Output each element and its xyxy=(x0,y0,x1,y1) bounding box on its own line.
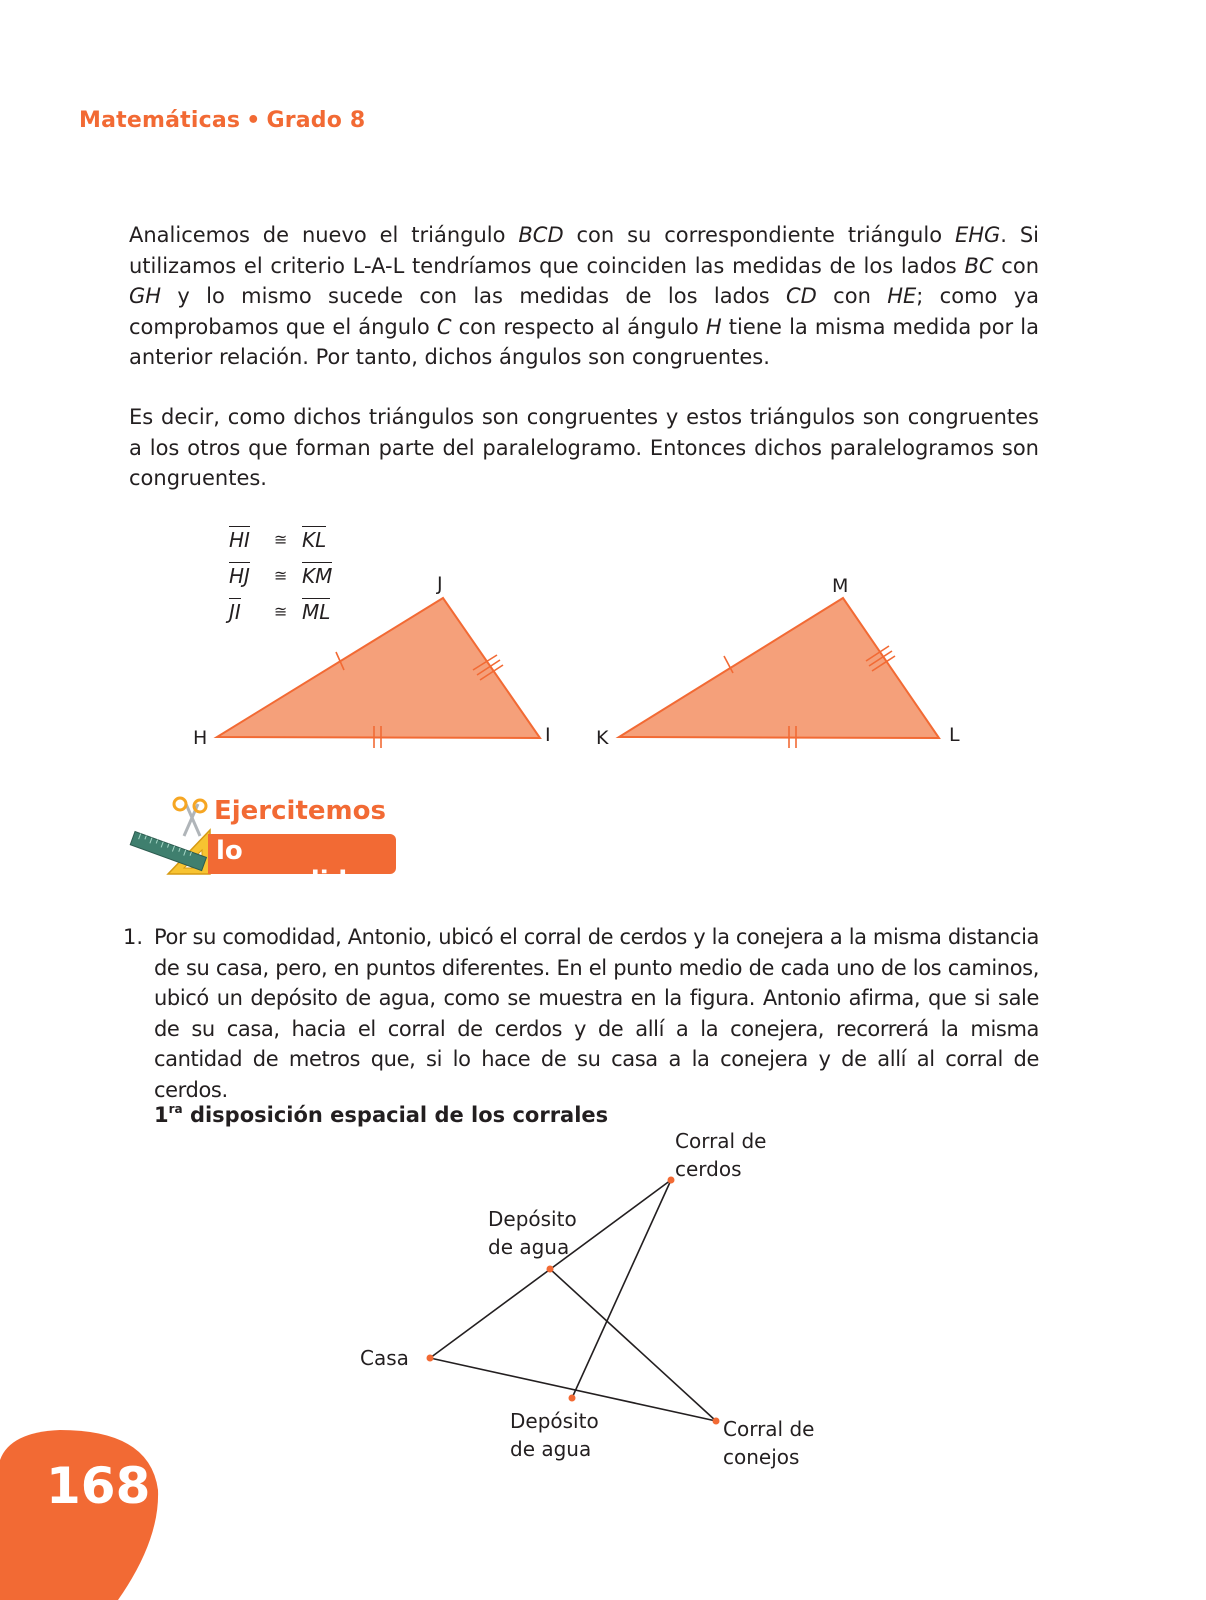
header-subject: Matemáticas xyxy=(79,108,241,133)
section-subtitle: lo aprendido xyxy=(208,834,396,874)
point-corral-conejos xyxy=(713,1418,720,1425)
label-deposito-top-2: de agua xyxy=(488,1235,570,1259)
congruent-symbol: ≅ xyxy=(274,566,288,585)
p1-text: ; como ya comprobamos que el ángulo xyxy=(129,284,1040,339)
triangle-klm xyxy=(596,575,960,749)
p1-text: con su correspondiente triángulo xyxy=(563,223,955,247)
segment-left: HI xyxy=(229,528,250,552)
point-corral-cerdos xyxy=(668,1177,675,1184)
segment-left: HJ xyxy=(229,564,250,588)
p1-text: Analicemos de nuevo el triángulo xyxy=(129,223,519,247)
p1-italic: EHG xyxy=(954,223,1001,247)
header-grade: Grado 8 xyxy=(266,108,366,133)
label-deposito-bottom-1: Depósito xyxy=(510,1409,599,1433)
vertex-label: J xyxy=(437,573,443,595)
label-corral-conejos-2: conejos xyxy=(723,1445,800,1469)
p1-italic: C xyxy=(436,314,452,339)
p1-italic: GH xyxy=(129,284,162,308)
p1-italic: HE xyxy=(887,284,917,308)
vertex-label: M xyxy=(832,575,849,597)
congruent-triangles-figure xyxy=(0,560,1206,770)
exercise-1 xyxy=(123,922,1039,1105)
ordinal-number: 1 xyxy=(154,1103,169,1127)
ordinal-suffix: ra xyxy=(168,1102,183,1116)
point-deposito-bottom xyxy=(569,1395,576,1402)
label-corral-cerdos-1: Corral de xyxy=(675,1129,767,1153)
point-deposito-top xyxy=(547,1266,554,1273)
exercise-number: 1. xyxy=(123,925,144,949)
p1-italic: BC xyxy=(964,253,994,278)
congruent-symbol: ≅ xyxy=(274,602,288,621)
point-casa xyxy=(427,1355,434,1362)
p1-text: y lo mismo sucede con las medidas de los lados xyxy=(161,284,787,308)
triangle-hij-shape xyxy=(217,598,540,738)
label-corral-conejos-1: Corral de xyxy=(723,1417,815,1441)
p1-text: con xyxy=(816,284,888,308)
section-title: Ejercitemos xyxy=(214,796,386,826)
paragraph-1 xyxy=(129,220,1039,373)
heading-text: disposición espacial de los corrales xyxy=(182,1103,609,1127)
segment-left: JI xyxy=(229,600,241,624)
label-casa: Casa xyxy=(360,1346,409,1370)
p1-italic: H xyxy=(705,314,722,339)
segment-right: KM xyxy=(302,564,333,588)
vertex-label: I xyxy=(545,724,551,746)
p1-italic: BCD xyxy=(518,223,564,247)
p1-text: tiene la misma medida por la anterior relación. Por tanto, dichos ángulos son congruentes. xyxy=(129,314,1039,369)
p1-text: . Si utilizamos el criterio L-A-L tendríamos que coinciden las medidas de los lados xyxy=(129,223,1040,278)
vertex-label: H xyxy=(193,727,208,749)
p1-text: con respecto al ángulo xyxy=(451,314,706,339)
label-corral-cerdos-2: cerdos xyxy=(675,1157,742,1181)
page-number: 168 xyxy=(46,1457,151,1515)
page-header xyxy=(79,108,365,133)
triangle-klm-shape xyxy=(619,598,939,738)
p1-text: con xyxy=(993,253,1039,278)
vertex-label: K xyxy=(596,727,609,749)
congruent-symbol: ≅ xyxy=(274,530,288,549)
triangle-hij xyxy=(193,573,551,749)
exercise-text: Por su comodidad, Antonio, ubicó el corral de cerdos y la conejera a la misma distancia de su casa, pero, en puntos diferentes. En el punto medio de cada uno de los caminos, ubicó un depósito de agua, como se muestra en la figura. Antonio afirma, que si sale de su casa, hacia el corral de cerdos y de allí a la conejera, recorrerá la misma cantidad de metros que, si lo hace de su casa a la conejera y de allí al corral de cerdos. xyxy=(154,925,1039,1102)
p1-italic: CD xyxy=(786,284,817,308)
corrales-diagram xyxy=(0,1120,1206,1490)
header-separator: • xyxy=(246,108,261,133)
vertex-label: L xyxy=(949,724,960,746)
segment-right: KL xyxy=(302,528,327,552)
segment-right: ML xyxy=(302,600,331,624)
paragraph-2: Es decir, como dichos triángulos son congruentes y estos triángulos son congruentes a los otros que forman parte del paralelogramo. Entonces dichos paralelogramos son congruentes. xyxy=(129,405,1039,490)
label-deposito-bottom-2: de agua xyxy=(510,1437,592,1461)
page-number-badge xyxy=(0,1430,160,1600)
label-deposito-top-1: Depósito xyxy=(488,1207,577,1231)
